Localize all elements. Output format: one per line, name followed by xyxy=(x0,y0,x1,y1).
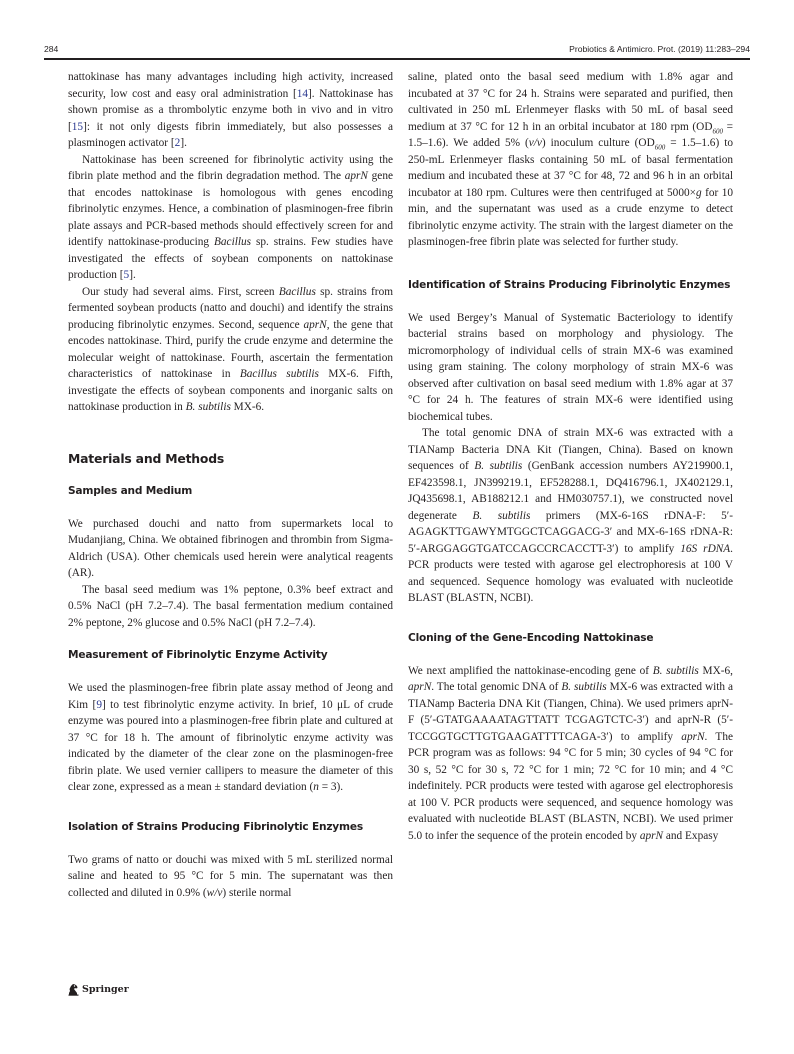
species-name: B. subtilis xyxy=(561,681,607,693)
text: saline, plated onto the basal seed medium with 1.8% agar and incubated at 37 °C for 24 h. Strains were separated and purified, then cultivated in 250 mL Erlenmeyer flasks with 50 mL of basal seed medium at 37 °C for 12 h in an orbital incubator at 180 rpm (OD xyxy=(408,71,733,133)
text: . The PCR program was as follows: 94 °C for 5 min; 30 cycles of 94 °C for 30 s, 52 °C for 30 s, 72 °C for 1 min; 72 °C for 10 min; and 4 °C indefinitely. PCR products were tested with agarose gel electrophoresis at 100 V. PCR products were sequenced, and sequence homology was evaluated with nucleotide BLAST (BLASTN, NCBI). We used primer 5.0 to infer the sequence of the protein encoded by xyxy=(408,730,733,842)
text: and Expasy xyxy=(663,829,719,842)
text: MX-6. Fifth, investigate the effects of soybean components and inorganic salts on nattokinase production in xyxy=(68,368,393,413)
text: We used the plasminogen-free fibrin plate assay method of Jeong and Kim [ xyxy=(68,682,393,711)
variable-g: g xyxy=(695,186,702,199)
gene-name: aprN xyxy=(344,170,368,182)
species-name: B. subtilis xyxy=(652,664,699,677)
subscript: 600 xyxy=(654,143,666,152)
target-name: 16S rDNA xyxy=(680,542,731,555)
text: MX-6, xyxy=(698,664,733,677)
gene-name: aprN xyxy=(639,829,664,842)
intro-paragraph-3 xyxy=(68,284,393,416)
gene-name: aprN xyxy=(408,681,432,693)
text: ]: it not only digests fibrin immediately, but also possesses a plasminogen activator [ xyxy=(68,120,393,149)
isolation-paragraph xyxy=(68,852,393,902)
text: MX-6 was extracted with a TIANamp Bacteria DNA Kit (Tiangen, China). We used primers aprN-F (5′-GTATGAAAATAGTTATT TCGAGTCTC-3′) and aprN-R (5′-TCCGGTGCTTGTGAAGATTTTCAGA-3′) to amplify xyxy=(408,681,733,743)
samples-paragraph-1: We purchased douchi and natto from supermarkets local to Mudanjiang, China. We obtained fibrinogen and thrombin from Sigma-Aldrich (USA). Other chemicals used herein were analytical reagents (AR). xyxy=(68,517,393,579)
cloning-paragraph xyxy=(408,663,733,845)
header-rule xyxy=(44,58,750,60)
measurement-paragraph xyxy=(68,680,393,796)
citation-link[interactable]: 9 xyxy=(96,698,102,711)
publisher-logo xyxy=(68,982,129,996)
text: = 3). xyxy=(318,781,344,793)
text: nattokinase has many advantages including high activity, increased security, low cost and easy oral administration [ xyxy=(68,71,393,100)
text: We next amplified the nattokinase-encoding gene of xyxy=(408,664,653,677)
citation-link[interactable]: 2 xyxy=(174,137,181,149)
springer-horse-icon xyxy=(68,983,79,996)
text: gene that encodes nattokinase is homologous with genes encoding fibrinolytic enzymes. Hence, a combination of plasminogen-free fibrin plate assays and PCR-based methods should effectively screen for and identify nattokinase-producing xyxy=(68,170,393,248)
genus-name: Bacillus xyxy=(278,285,316,298)
text: = 1.5–1.6). We added 5% ( xyxy=(408,120,733,149)
text: primers (MX-6-16S rDNA-F: 5′-AGAGKTTGAWYMTGGCTCAGGACG-3′ and MX-6-16S rDNA-R: 5′-ARGGAGGTGATCCAGCCRCACCTT-3′) to amplify xyxy=(408,509,733,555)
text: , the gene that encodes nattokinase. Third, purify the crude enzyme and determine the molecular weight of nattokinase. Fourth, ascertain the fermentation characteristics of nattokinase in xyxy=(68,318,393,380)
citation-link[interactable]: 14 xyxy=(296,87,309,100)
unit-wv: w/v xyxy=(206,886,223,899)
genus-name: Bacillus xyxy=(214,236,252,248)
text: Nattokinase has been screened for fibrinolytic activity using the fibrin plate method and the fibrin degradation method. The xyxy=(68,153,393,182)
text: for 10 min, and the supernatant was used as a crude enzyme to detect fibrinolytic enzyme activity. The strain with the largest diameter on the plasminogen-free fibrin plate was selected for further study. xyxy=(408,186,733,248)
species-name: B. subtilis xyxy=(185,401,231,413)
text: MX-6. xyxy=(230,401,265,413)
page-number: 284 xyxy=(44,44,59,54)
text: ]. xyxy=(129,269,136,281)
subscript: 600 xyxy=(712,126,723,135)
intro-paragraph-2 xyxy=(68,152,393,284)
text: Two grams of natto or douchi was mixed with 5 mL sterilized normal saline and heated to 95 °C for 5 min. The supernatant was then collected and diluted in 0.9% ( xyxy=(68,853,393,899)
species-name: B. subtilis xyxy=(472,509,531,522)
right-column xyxy=(408,69,733,844)
identification-paragraph-1: We used Bergey’s Manual of Systematic Bacteriology to identify bacterial strains based on morphology and physiology. The micromorphology of individual cells of strain MX-6 was examined using gram staining. The colony morphology of strain MX-6 was observed after cultivation on basal seed medium with 1.8% agar at 37 °C for 24 h. The features of strain MX-6 were identified using biochemical tubes. xyxy=(408,311,733,423)
journal-citation: Probiotics & Antimicro. Prot. (2019) 11:283–294 xyxy=(569,44,750,54)
citation-link[interactable]: 5 xyxy=(123,269,130,281)
text: The total genomic DNA of strain MX-6 was extracted with a TIANamp Bacteria DNA Kit (Tiangen, China). Based on known sequences of xyxy=(408,427,733,472)
unit-vv: v/v xyxy=(528,137,542,149)
gene-name: aprN xyxy=(681,730,705,743)
publisher-name: Springer xyxy=(82,983,129,995)
identification-paragraph-2 xyxy=(408,425,733,607)
subsection-heading-identification: Identification of Strains Producing Fibrinolytic Enzymes xyxy=(408,278,731,291)
text: (GenBank accession numbers AY219900.1, EF423598.1, JN399219.1, EF528288.1, DQ416796.1, JX402129.1, JQ435698.1, AB188212.1 and HM030757.1), we constructed novel degenerate xyxy=(408,460,733,522)
text: ]. Nattokinase has shown promise as a thrombolytic enzyme both in vivo and in vitro [ xyxy=(68,87,393,133)
isolation-continued-paragraph xyxy=(408,69,733,251)
text: ]. xyxy=(180,137,187,149)
intro-paragraph-1 xyxy=(68,69,393,152)
species-name: Bacillus subtilis xyxy=(239,368,319,380)
species-name: B. subtilis xyxy=(474,460,523,472)
citation-link[interactable]: 15 xyxy=(71,120,84,133)
subsection-heading-samples: Samples and Medium xyxy=(68,484,193,497)
text: sp. strains from fermented soybean products (natto and douchi) and identify the strains producing fibrinolytic enzymes. Second, sequence xyxy=(68,285,394,331)
text: . PCR products were tested with agarose gel electrophoresis at 100 V and sequenced. Sequence homology was evaluated with nucleotide BLAST (BLASTN, NCBI). xyxy=(408,542,733,604)
text: ] to test fibrinolytic enzyme activity. In brief, 10 μL of crude enzyme was poured into a plasminogen-free fibrin plate and cultured at 37 °C for 18 h. The amount of fibrinolytic enzyme activity was indicated by the diameter of the clear zone on the plasminogen-free fibrin plate. We used vernier callipers to measure the diameter of this clear zone, expressed as a mean ± standard deviation ( xyxy=(68,698,394,793)
text: = 1.5–1.6) to 250-mL Erlenmeyer flasks containing 50 mL of basal fermentation medium and incubated these at 37 °C for 48, 72 and 96 h in an orbital incubator at 180 rpm. Cultures were then centrifuged at 5000× xyxy=(408,137,733,199)
text: ) inoculum culture (OD xyxy=(541,137,655,149)
text: Our study had several aims. First, screen xyxy=(82,285,279,298)
variable-n: n xyxy=(313,781,319,793)
gene-name: aprN xyxy=(303,318,327,331)
left-column xyxy=(68,69,393,901)
section-heading-materials-methods: Materials and Methods xyxy=(68,450,225,466)
text: sp. strains. Few studies have investigated the effects of soybean components on nattokinase production [ xyxy=(68,236,393,281)
text: . The total genomic DNA of xyxy=(431,681,562,693)
subsection-heading-cloning: Cloning of the Gene-Encoding Nattokinase xyxy=(408,631,654,644)
samples-paragraph-2: The basal seed medium was 1% peptone, 0.3% beef extract and 0.5% NaCl (pH 7.2–7.4). The basal fermentation medium contained 2% peptone, 2% glucose and 0.5% NaCl (pH 7.2–7.4). xyxy=(68,583,393,629)
subsection-heading-isolation: Isolation of Strains Producing Fibrinolytic Enzymes xyxy=(68,820,363,833)
subsection-heading-measurement: Measurement of Fibrinolytic Enzyme Activity xyxy=(68,649,328,661)
text: ) sterile normal xyxy=(222,886,292,899)
